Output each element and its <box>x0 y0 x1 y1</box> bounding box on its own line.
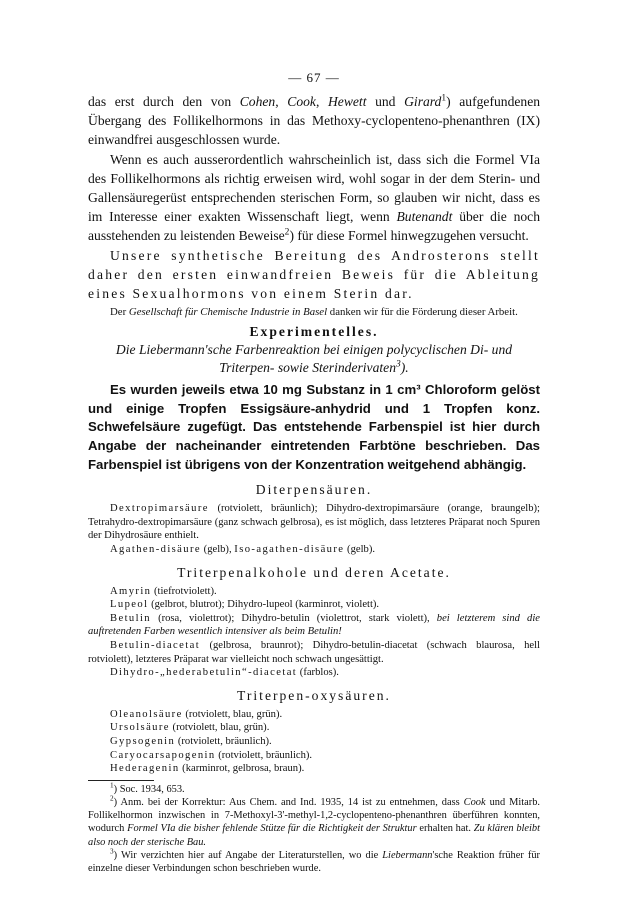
compound-name: Betulin <box>110 612 151 624</box>
author-butenandt: Butenandt <box>396 209 453 225</box>
author-hewett: Hewett <box>327 94 367 109</box>
oxysaeure-entry <box>88 708 540 722</box>
text: (gelb), <box>201 543 235 555</box>
compound-name: Amyrin <box>110 585 152 597</box>
compound-name: Lupeol <box>110 599 149 611</box>
text: über die noch ausstehenden zu leistenden Beweise <box>88 209 540 244</box>
footnote-mark: 1 <box>110 781 114 790</box>
text: erhalten hat. <box>416 823 474 835</box>
footnote-1 <box>88 783 540 796</box>
compound-name: Gypsogenin <box>110 735 176 747</box>
compound-name: Oleanolsäure <box>110 708 183 720</box>
text: (gelbrosa, braunrot); Dihydro-betulin-diacetat (schwach blaurosa, hell rotviolett), letzteres Präparat war vielleicht noch schwach ungesättigt. <box>88 639 540 665</box>
italic-note: bei letzterem sind die auftretenden Farben wesentlich intensiver als beim Betulin! <box>88 612 540 638</box>
method-paragraph: Es wurden jeweils etwa 10 mg Substanz in 1 cm³ Chloroform gelöst und einige Tropfen Essigsäure-anhydrid und 1 Tropfen konz. Schwefelsäure zugefügt. Das entstehende Farbenspiel ist hier durch Angabe der nacheinander eintretenden Farbtöne beschrieben. Das Farbenspiel ist übrigens von der Konzentration weitgehend abhängig. <box>88 382 540 472</box>
text: (farblos). <box>297 667 339 679</box>
text: 'sche Reaktion früher für einzelne dieser Verbindungen schon beschrieben wurde. <box>88 849 540 874</box>
author-cook: Cook <box>463 796 486 808</box>
text: (rotviolett, bräunlich); Dihydro-dextropimarsäure (orange, braungelb); Tetrahydro-dextropimarsäure (ganz schwach gelbrosa), es ist möglich, dass letzteres Präparat noch Spuren der Dihydrosäure enthielt. <box>88 503 540 542</box>
footnote-2 <box>88 796 540 849</box>
compound-name: Iso-agathen-disäure <box>234 543 345 555</box>
acknowledgement <box>88 305 540 319</box>
text: ) aufgefundenen Übergang des Follikelhormons in das Methoxy-cyclopenteno-phenanthren (IX) einwandfrei ausgeschlossen wurde. <box>88 94 541 148</box>
text: (rosa, violettrot); Dihydro-betulin (violettrot, stark violett), <box>151 612 437 624</box>
text: das erst durch den von <box>88 94 240 109</box>
author-cook: Cook <box>287 94 316 109</box>
paragraph-2 <box>88 150 540 246</box>
text: , <box>275 94 288 109</box>
diterpene-entry-2 <box>88 543 540 557</box>
diterpene-heading: Diterpensäuren. <box>255 482 373 498</box>
text: und <box>366 94 405 109</box>
footnote-mark: 3 <box>110 847 114 856</box>
section-subtitle <box>88 341 540 377</box>
compound-name: Hederagenin <box>110 763 180 775</box>
text: Die Liebermann'sche Farbenreaktion bei einigen polycyclischen Di- und Triterpen- sowie Sterinderivaten <box>115 342 513 376</box>
triterpenalkohole-entry-4 <box>88 639 540 666</box>
author-girard: Girard <box>404 94 442 109</box>
paragraph-3-spaced: Unsere synthetische Bereitung des Androsterons stellt daher den ersten einwandfreien Beweis für die Ableitung eines Sexualhormons von einem Sterin dar. <box>88 247 540 302</box>
text: (rotviolett, blau, grün). <box>182 708 283 720</box>
text: (rotviolett, blau, grün). <box>169 722 270 734</box>
text: und Mitarb. Follikelhormon inzwischen in 7-Methoxyl-3'-methyl-1,2-cyclopenteno-phenanthren überführen konnten, wodurch <box>88 796 540 835</box>
text: ) für diese Formel hinwegzugehen versucht. <box>289 228 529 244</box>
text: (rotviolett, bräunlich). <box>215 749 313 761</box>
footnote-ref-1: 1 <box>441 93 447 104</box>
text: danken wir für die Förderung dieser Arbeit. <box>327 306 518 319</box>
document-page <box>88 70 540 875</box>
author-cohen: Cohen <box>239 94 276 109</box>
compound-name: Betulin-diacetat <box>110 639 201 651</box>
paragraph-1 <box>88 92 540 150</box>
italic-note: Zu klären bleibt also noch der sterische Bau. <box>88 823 540 848</box>
italic-note: Formel VIa die bisher fehlende Stütze für die Richtigkeit der Struktur <box>127 823 417 835</box>
footnote-3 <box>88 849 540 875</box>
oxysaeure-entry <box>88 735 540 749</box>
triterpenalkohole-entry-2 <box>88 598 540 612</box>
text: Der <box>110 306 129 319</box>
text: (karminrot, gelbrosa, braun). <box>179 763 305 775</box>
compound-name: Caryocarsapogenin <box>110 749 216 761</box>
footnote-ref-2: 2 <box>284 227 290 238</box>
text: ) Wir verzichten hier auf Angabe der Literaturstellen, wo die <box>113 849 383 861</box>
compound-name: Agathen-disäure <box>110 543 202 555</box>
text: , <box>315 94 328 109</box>
diterpene-entry-1 <box>88 502 540 543</box>
footnote-divider <box>88 780 154 781</box>
triterpenalkohole-entry-5 <box>88 666 540 680</box>
author-liebermann: Liebermann <box>382 849 433 861</box>
text: (gelbrot, blutrot); Dihydro-lupeol (karminrot, violett). <box>148 599 380 611</box>
oxysaeure-entry <box>88 721 540 735</box>
triterpenalkohole-entry-3 <box>88 612 540 639</box>
text: ) Anm. bei der Korrektur: Aus Chem. and Ind. 1935, 14 ist zu entnehmen, dass <box>113 796 464 808</box>
page-number: — 67 — <box>288 70 340 85</box>
triterpenalkohole-entry-1 <box>88 585 540 599</box>
compound-name: Ursolsäure <box>110 722 170 734</box>
oxysaeure-entry <box>88 749 540 763</box>
oxysaeure-entry <box>88 762 540 776</box>
triterpen-oxysaeuren-heading: Triterpen-oxysäuren. <box>237 687 391 703</box>
text: (rotviolett, bräunlich). <box>175 735 272 747</box>
compound-name: Dihydro-„hederabetulin“-diacetat <box>110 667 298 679</box>
text: (gelb). <box>344 543 375 555</box>
experimental-heading: Experimentelles. <box>249 324 379 340</box>
footnote-ref-3: 3 <box>396 359 401 370</box>
text: ). <box>400 360 409 376</box>
text: Wenn es auch ausserordentlich wahrscheinlich ist, dass sich die Formel VIa des Follikelhormons als richtig erweisen wird, wohl sogar in der dem Sterin- und Gallensäuregerüst entsprechenden sterischen Form, so glauben wir nicht, dass es im Interesse einer exakten Wissenschaft liegt, wenn <box>88 151 540 225</box>
compound-name: Dextropimarsäure <box>110 503 209 515</box>
triterpenalkohole-heading: Triterpenalkohole und deren Acetate. <box>177 564 451 580</box>
company-name: Gesellschaft für Chemische Industrie in Basel <box>128 306 328 319</box>
footnote-mark: 2 <box>110 794 114 803</box>
text: ) Soc. 1934, 653. <box>113 783 185 795</box>
text: (tiefrotviolett). <box>151 585 217 597</box>
